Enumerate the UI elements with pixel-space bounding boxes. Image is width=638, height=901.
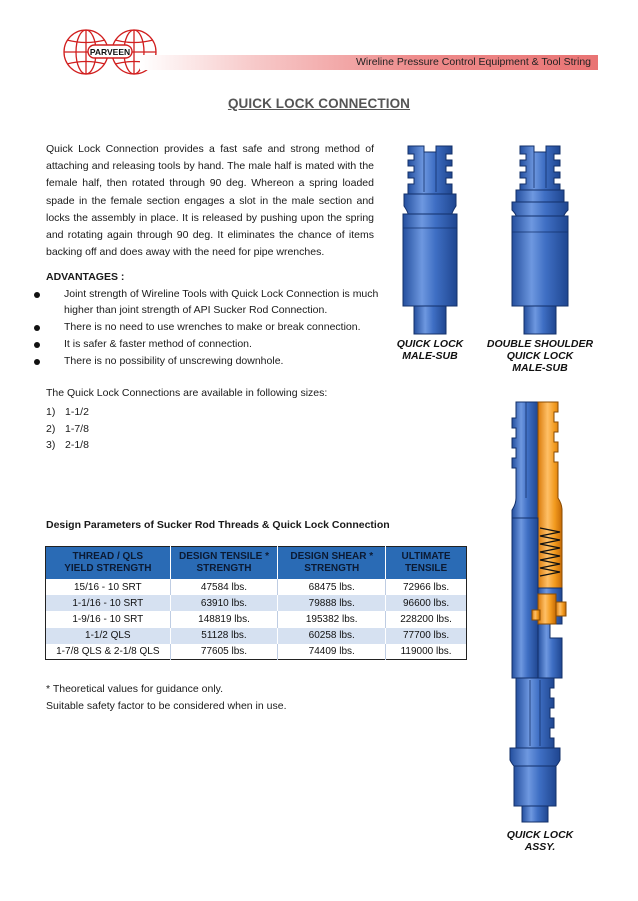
- list-item: 1) 1-1/2: [46, 406, 89, 418]
- list-item: 2) 1-7/8: [46, 422, 89, 435]
- bullet-icon: [34, 325, 40, 331]
- header-tagline: Wireline Pressure Control Equipment & Tool String: [356, 56, 591, 68]
- list-item: 3) 2-1/8: [46, 439, 89, 451]
- footnote-theoretical: * Theoretical values for guidance only.: [46, 683, 224, 695]
- column-header: THREAD / QLS YIELD STRENGTH: [46, 547, 171, 580]
- quick-lock-assy-diagram: [498, 398, 588, 824]
- list-item: There is no need to use wrenches to make or break connection.: [34, 320, 379, 336]
- page-title: QUICK LOCK CONNECTION: [227, 96, 411, 111]
- list-item: There is no possibility of unscrewing downhole.: [34, 354, 379, 370]
- table-title: Design Parameters of Sucker Rod Threads & Quick Lock Connection: [46, 519, 390, 531]
- intro-paragraph: Quick Lock Connection provides a fast safe and strong method of attaching and releasing tools by hand. The male half is mated with the female half, then rotated through 90 deg. Whereon a spring loaded spade in the female section engages a slot in the male section and locks the assembly in place. It is released by pushing upon the spring and rotating again through 90 deg. It eliminates the chance of items backing off and does away with the need for pipe wrenches.: [46, 143, 374, 259]
- design-parameters-table: [45, 546, 467, 660]
- caption-assy: QUICK LOCK ASSY.: [506, 829, 574, 853]
- advantages-list: [34, 287, 379, 371]
- table-row: 1-9/16 - 10 SRT 148819 lbs. 195382 lbs. 228200 lbs.: [46, 611, 467, 627]
- logo-text: PARVEEN: [89, 47, 131, 57]
- quick-lock-male-sub-diagram: [398, 144, 462, 336]
- sizes-list: [46, 404, 89, 454]
- bullet-icon: [34, 359, 40, 365]
- caption-male-sub: QUICK LOCK MALE-SUB: [396, 338, 464, 362]
- footnotes: [46, 681, 286, 715]
- list-item: It is safer & faster method of connection.: [34, 337, 379, 353]
- sizes-intro: The Quick Lock Connections are available in following sizes:: [46, 387, 328, 399]
- bullet-icon: [34, 292, 40, 298]
- table-header-row: [46, 547, 467, 580]
- table-row: 1-7/8 QLS & 2-1/8 QLS 77605 lbs. 74409 lbs. 119000 lbs.: [46, 644, 467, 660]
- double-shoulder-male-sub-diagram: [508, 144, 572, 336]
- table-row: 1-1/16 - 10 SRT 63910 lbs. 79888 lbs. 96600 lbs.: [46, 595, 467, 611]
- column-header: DESIGN SHEAR * STRENGTH: [278, 547, 386, 580]
- table-row: 15/16 - 10 SRT 47584 lbs. 68475 lbs. 72966 lbs.: [46, 579, 467, 595]
- caption-double-shoulder: DOUBLE SHOULDER QUICK LOCK MALE-SUB: [486, 338, 594, 374]
- table-row: 1-1/2 QLS 51128 lbs. 60258 lbs. 77700 lbs.: [46, 628, 467, 644]
- footnote-safety: Suitable safety factor to be considered when in use.: [46, 700, 287, 712]
- advantages-title: ADVANTAGES :: [46, 271, 125, 283]
- bullet-icon: [34, 342, 40, 348]
- list-item: Joint strength of Wireline Tools with Quick Lock Connection is much higher than joint strength of API Sucker Rod Connection.: [34, 287, 379, 318]
- column-header: DESIGN TENSILE * STRENGTH: [170, 547, 278, 580]
- column-header: ULTIMATE TENSILE: [386, 547, 467, 580]
